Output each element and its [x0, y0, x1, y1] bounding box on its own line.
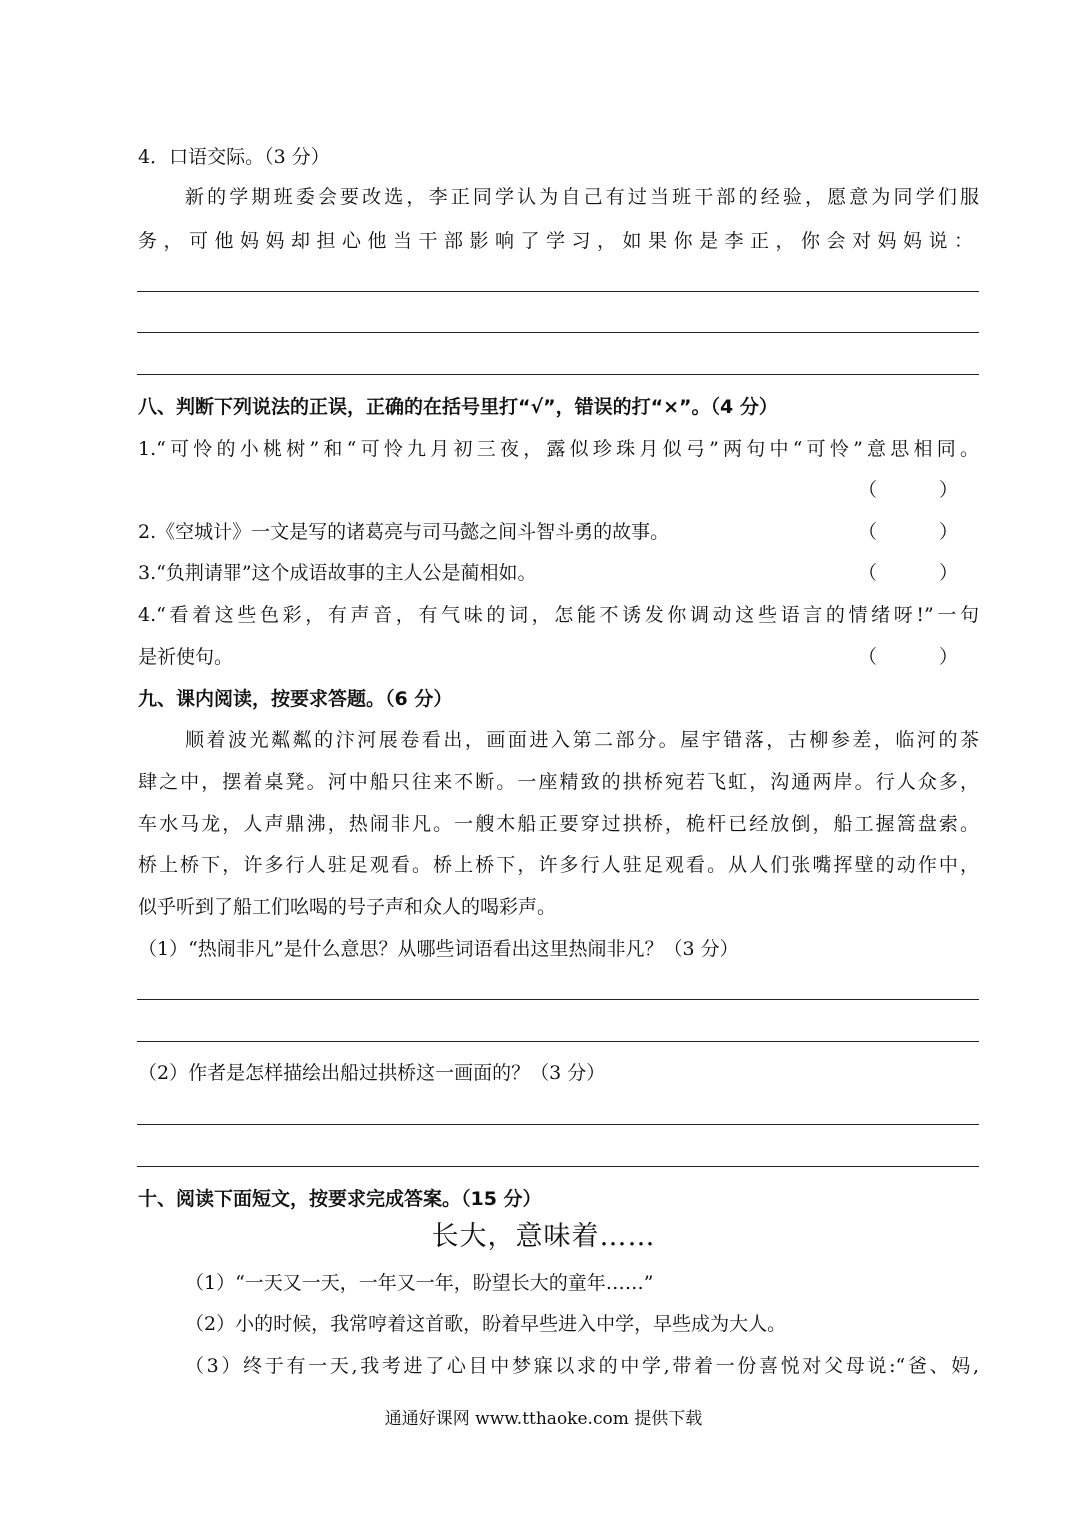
section-8-heading: 八、判断下列说法的正误，正确的在括号里打“√”，错误的打“×”。（4 分） [138, 396, 778, 418]
judgement-item-1: 1.“可怜的小桃树”和“可怜九月初三夜，露似珍珠月似弓”两句中“可怜”意思相同。 [138, 438, 979, 460]
bracket-close: ） [938, 646, 958, 668]
footer-credit: 通通好课网 www.tthaoke.com 提供下载 [384, 1409, 703, 1429]
passage-paragraph-2: （2）小的时候，我常哼着这首歌，盼着早些进入中学，早些成为大人。 [185, 1313, 787, 1335]
passage-line-4: 桥上桥下，许多行人驻足观看。桥上桥下，许多行人驻足观看。从人们张嘴挥壁的动作中， [138, 854, 979, 876]
section-10-heading: 十、阅读下面短文，按要求完成答案。（15 分） [138, 1188, 542, 1210]
answer-line[interactable] [137, 1124, 979, 1125]
q4-paragraph-line-2: 务，可他妈妈却担心他当干部影响了学习，如果你是李正，你会对妈妈说： [138, 230, 973, 252]
section-9-heading: 九、课内阅读，按要求答题。（6 分） [138, 688, 453, 710]
passage-paragraph-1: （1）“一天又一天，一年又一年，盼望长大的童年……” [185, 1272, 654, 1294]
bracket-close: ） [938, 479, 958, 501]
bracket-open: （ [858, 646, 878, 668]
bracket-open: （ [858, 562, 878, 584]
passage-title: 长大，意味着…… [431, 1221, 656, 1252]
q4-paragraph-line-1: 新的学期班委会要改选，李正同学认为自己有过当班干部的经验，愿意为同学们服 [185, 186, 979, 208]
passage-line-1: 顺着波光粼粼的汴河展卷看出，画面进入第二部分。屋宇错落，古柳参差，临河的茶 [185, 729, 979, 751]
answer-line[interactable] [137, 999, 979, 1000]
answer-line[interactable] [137, 1166, 979, 1167]
answer-line[interactable] [137, 1041, 979, 1042]
section-9-question-2: （2）作者是怎样描绘出船过拱桥这一画面的？（3 分） [138, 1062, 606, 1084]
judgement-item-3: 3.“负荆请罪”这个成语故事的主人公是蔺相如。 [138, 562, 537, 584]
answer-line[interactable] [137, 291, 979, 292]
passage-paragraph-3: （3）终于有一天,我考进了心目中梦寐以求的中学,带着一份喜悦对父母说:“爸、妈, [185, 1355, 979, 1377]
bracket-close: ） [938, 521, 958, 543]
bracket-close: ） [938, 562, 958, 584]
bracket-open: （ [858, 521, 878, 543]
judgement-item-4-line-1: 4.“看着这些色彩，有声音，有气味的词，怎能不诱发你调动这些语言的情绪呀!”一句 [138, 604, 979, 626]
section-9-question-1: （1）“热闹非凡”是什么意思？从哪些词语看出这里热闹非凡？（3 分） [138, 938, 739, 960]
bracket-open: （ [858, 479, 878, 501]
answer-line[interactable] [137, 332, 979, 333]
answer-line[interactable] [137, 374, 979, 375]
q4-heading: 4．口语交际。（3 分） [138, 146, 330, 168]
passage-line-3: 车水马龙，人声鼎沸，热闹非凡。一艘木船正要穿过拱桥，桅杆已经放倒，船工握篙盘索。 [138, 813, 979, 835]
judgement-item-4-line-2: 是祈使句。 [138, 646, 234, 668]
passage-line-2: 肆之中，摆着桌凳。河中船只往来不断。一座精致的拱桥宛若飞虹，沟通两岸。行人众多， [138, 771, 979, 793]
passage-line-5: 似乎听到了船工们吆喝的号子声和众人的喝彩声。 [138, 896, 557, 918]
judgement-item-2: 2.《空城计》一文是写的诸葛亮与司马懿之间斗智斗勇的故事。 [138, 521, 670, 543]
